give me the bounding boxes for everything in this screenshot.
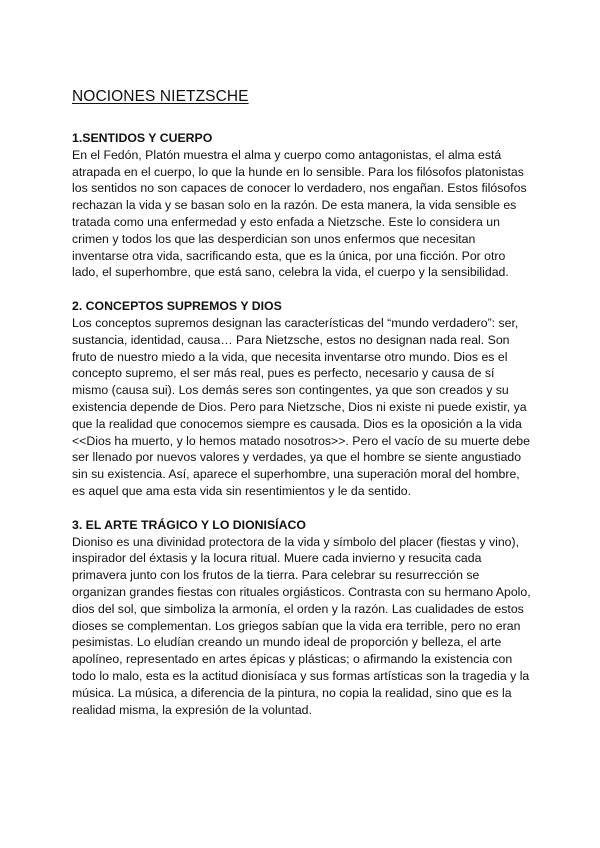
section-heading: 2. CONCEPTOS SUPREMOS Y DIOS (72, 299, 282, 314)
section-sentidos-y-cuerpo (72, 130, 532, 281)
section-paragraph: En el Fedón, Platón muestra el alma y cuerpo como antagonistas, el alma está atrapada en el cuerpo, lo que la hunde en lo sensible. Para los filósofos platonistas los sentidos no son capaces de conocer lo verdadero, nos engañan. Estos filósofos rechazan la vida y se basan solo en la razón. De esta manera, la vida sensible es tratada como una enfermedad y esto enfada a Nietzsche. Este lo considera un crimen y todos los que las desperdician son unos enfermos que necesitan inventarse otra vida, sacrificando esta, que es la única, por una ficción. Por otro lado, el superhombre, que está sano, celebra la vida, el cuerpo y la sensibilidad. (72, 147, 527, 280)
section-paragraph: Los conceptos supremos designan las características del “mundo verdadero”: ser, sustancia, identidad, causa… Para Nietzsche, estos no designan nada real. Son fruto de nuestro miedo a la vida, que necesita inventarse otro mundo. Dios es el concepto supremo, el ser más real, pues es perfecto, necesario y causa de sí mismo (causa sui). Los demás seres son contingentes, ya que son creados y su existencia depende de Dios. Pero para Nietzsche, Dios ni existe ni puede existir, ya que la realidad que conocemos siempre es causada. Dios es la oposición a la vida <<Dios ha muerto, y lo hemos matado nosotros>>. Pero el vacío de su muerte debe ser llenado por nuevos valores y verdades, ya que el hombre se siente angustiado sin su existencia. Así, aparece el superhombre, una superación moral del hombre, es aquel que ama esta vida sin resentimientos y le da sentido. (72, 315, 530, 498)
section-heading: 3. EL ARTE TRÁGICO Y LO DIONISÍACO (72, 517, 306, 532)
document-title: NOCIONES NIETZSCHE (72, 88, 249, 105)
section-heading: 1.SENTIDOS Y CUERPO (72, 131, 213, 145)
section-conceptos-supremos-y-dios (72, 298, 532, 500)
section-arte-tragico-y-lo-dionisiaco (72, 517, 532, 719)
section-paragraph: Dioniso es una divinidad protectora de la vida y símbolo del placer (fiestas y vino), inspirador del éxtasis y la locura ritual. Muere cada invierno y resucita cada primavera junto con los frutos de la tierra. Para celebrar su resurrección se organizan grandes fiestas con rituales orgiásticos. Contrasta con su hermano Apolo, dios del sol, que simboliza la armonía, el orden y la razón. Las cualidades de estos dioses se complementan. Los griegos sabían que la vida era terrible, pero no eran pesimistas. Lo eludían creando un mundo ideal de proporción y belleza, el arte apolíneo, representado en artes épicas y plásticas; o afirmando la existencia con todo lo malo, esta es la actitud dionisíaca y sus formas artísticas son la tragedia y la música. La música, a diferencia de la pintura, no copia la realidad, sino que es la realidad misma, la expresión de la voluntad. (72, 534, 531, 717)
